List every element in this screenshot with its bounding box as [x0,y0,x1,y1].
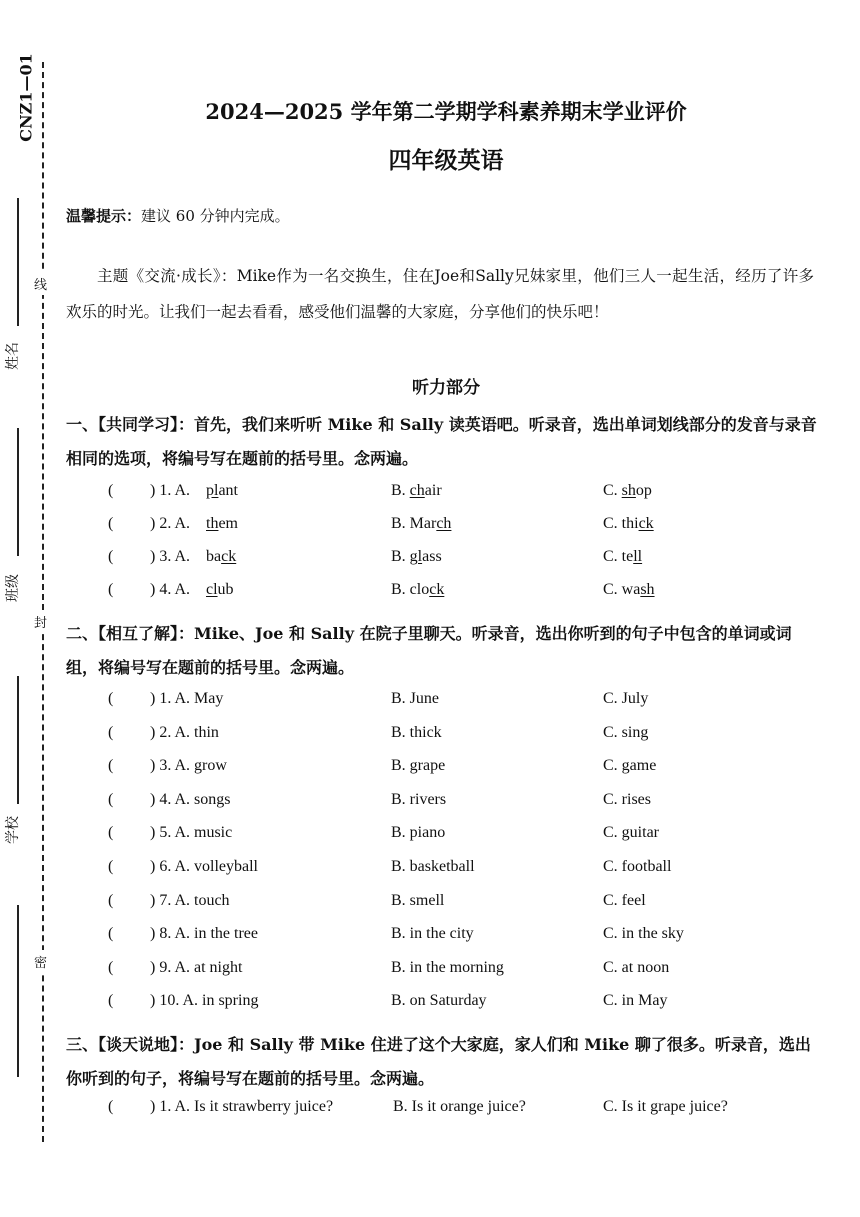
answer-bracket[interactable]: ( [108,790,114,808]
q3-item-row [108,1098,808,1128]
answer-bracket[interactable]: ( [108,1098,114,1115]
q1-option-b [391,581,444,599]
binding-dashed-line [42,62,44,1142]
q2-option-a: ) 8. A. in the tree [150,925,258,943]
option-text: C. te [603,548,634,565]
q2-option-c: C. rises [603,790,651,808]
q1-item-row [108,515,808,545]
q1-option-a [206,515,238,533]
name-write-line[interactable] [17,198,19,326]
q2-option-a: ) 1. A. May [150,690,224,707]
q2-option-b: B. thick [391,723,442,741]
q3-option-b: B. Is it orange juice? [393,1098,526,1115]
q1-option-b [391,515,451,533]
q2-option-c: C. July [603,690,649,707]
name-label: 姓名 [5,342,21,370]
q2-option-a: ) 6. A. volleyball [150,858,258,875]
option-underlined-letters: ck [221,548,237,565]
q1-item-number: ) 4. A. [150,581,190,598]
q1-item-row [108,548,808,578]
q2-title: 二、【相互了解】：Mike、Joe 和 Sally 在院子里聊天。听录音，选出你听到的句子中包含的单词或词组，将编号写在题前的括号里。念两遍。 [66,624,792,677]
q2-option-a: ) 4. A. songs [150,790,231,808]
option-text: C. wa [603,581,641,598]
answer-bracket[interactable]: ( [108,690,114,707]
option-underlined-letters: sh [621,482,636,499]
q2-option-a: ) 9. A. at night [150,958,243,976]
option-underlined-letters: ch [409,482,425,499]
bind-mark-secret: 密 [34,950,47,973]
answer-bracket[interactable]: ( [108,515,114,532]
answer-bracket[interactable]: ( [108,891,114,909]
option-text: air [424,482,442,499]
q2-option-c: C. feel [603,891,646,909]
answer-bracket[interactable]: ( [108,824,114,842]
answer-bracket[interactable]: ( [108,482,114,499]
option-underlined-letters: pl [206,482,219,499]
q2-option-c: C. sing [603,723,649,741]
exam-subtitle: 四年级英语 [388,147,504,174]
school-write-line[interactable] [17,676,19,804]
q2-item-row [108,959,808,989]
answer-bracket[interactable]: ( [108,992,114,1010]
option-text: B. [391,482,410,499]
q1-title: 一、【共同学习】：首先，我们来听听 Mike 和 Sally 读英语吧。听录音，选出单词划线部分的发音与录音相同的选项，将编号写在题前的括号里。念两遍。 [66,415,817,468]
option-text: ba [206,548,222,565]
q2-option-b: B. June [391,690,439,707]
option-underlined-letters: th [206,515,219,532]
q2-option-b: B. basketball [391,858,475,875]
option-underlined-letters: ck [638,515,654,532]
q1-item-number: ) 2. A. [150,515,190,532]
option-underlined-letters: cl [206,581,218,598]
answer-bracket[interactable]: ( [108,958,114,976]
q1-option-c [603,515,654,533]
q2-option-b: B. in the city [391,925,474,943]
q2-option-b: B. in the morning [391,958,504,976]
q1-option-c [603,482,652,500]
q2-option-c: C. game [603,757,657,775]
answer-bracket[interactable]: ( [108,548,114,565]
id-write-line[interactable] [17,905,19,1077]
bind-mark-line: 线 [34,272,47,295]
option-text: em [218,515,238,532]
option-text: op [635,482,652,499]
option-underlined-letters: ch [436,515,452,532]
margin-code: CNZ1—01 [16,53,36,142]
answer-bracket[interactable]: ( [108,757,114,775]
option-text: B. Mar [391,515,437,532]
q3-title: 三、【谈天说地】：Joe 和 Sally 带 Mike 住进了这个大家庭，家人们和 Mike 聊了很多。听录音，选出你听到的句子，将编号写在题前的括号里。念两遍。 [66,1035,811,1088]
q2-option-a: ) 10. A. in spring [150,992,259,1010]
q3-option-a: ) 1. A. Is it strawberry juice? [150,1098,334,1115]
q2-option-b: B. on Saturday [391,992,487,1010]
q2-option-a: ) 2. A. thin [150,723,219,741]
q2-option-b: B. grape [391,757,446,775]
class-write-line[interactable] [17,428,19,556]
q1-option-a [206,482,238,500]
option-text: ub [217,581,234,598]
option-underlined-letters: sh [640,581,655,598]
q2-item-row [108,992,808,1022]
q2-option-c: C. in the sky [603,925,684,943]
q2-option-c: C. at noon [603,958,670,976]
option-underlined-letters: ll [633,548,643,565]
q1-option-b [391,482,442,500]
q2-item-row [108,690,808,720]
answer-bracket[interactable]: ( [108,858,114,875]
exam-title: 2024—2025 学年第二学期学科素养期末学业评价 [205,99,687,124]
q1-option-a [206,548,236,566]
q2-option-c: C. football [603,858,672,875]
q3-option-c: C. Is it grape juice? [603,1098,728,1115]
q1-item-number: ) 3. A. [150,548,190,565]
bind-mark-seal: 封 [34,610,47,633]
q1-item-number: ) 1. A. [150,482,190,499]
q2-option-b: B. rivers [391,790,447,808]
option-text: C. thi [603,515,639,532]
school-label: 学校 [5,816,21,844]
q2-item-row [108,757,808,787]
option-text: ant [218,482,238,499]
q2-item-row [108,892,808,922]
q2-option-a: ) 3. A. grow [150,757,227,775]
q2-item-row [108,925,808,955]
binding-margin [0,0,60,1217]
q1-item-row [108,482,808,512]
option-text: C. [603,482,622,499]
q2-item-row [108,858,808,888]
answer-bracket[interactable]: ( [108,723,114,741]
q2-item-row [108,791,808,821]
option-text: B. clo [391,581,430,598]
q2-item-row [108,724,808,754]
q2-option-c: C. guitar [603,824,659,842]
q2-option-a: ) 5. A. music [150,824,233,842]
q1-option-b [391,548,442,566]
listening-section-heading: 听力部分 [412,378,480,398]
tip-label: 温馨提示： [66,207,142,225]
option-text: B. [391,548,410,565]
tip-text: 建议 60 分钟内完成。 [141,207,290,225]
q1-item-row [108,581,808,611]
answer-bracket[interactable]: ( [108,925,114,943]
q2-option-c: C. in May [603,992,668,1010]
option-underlined-letters: gl [409,548,423,565]
q2-option-a: ) 7. A. touch [150,891,230,909]
q2-item-row [108,824,808,854]
q2-option-b: B. smell [391,891,445,909]
class-label: 班级 [5,574,21,602]
warm-tip [66,205,290,226]
option-text: ass [422,548,442,565]
q2-option-b: B. piano [391,824,446,842]
option-underlined-letters: ck [429,581,445,598]
q1-option-a [206,581,234,599]
q1-option-c [603,581,655,599]
q1-option-c [603,548,642,566]
answer-bracket[interactable]: ( [108,581,114,598]
theme-intro: 主题《交流·成长》：Mike作为一名交换生，住在Joe和Sally兄妹家里，他们三人一起生活，经历了许多欢乐的时光。让我们一起去看看，感受他们温馨的大家庭，分享他们的快乐吧！ [66,267,814,321]
